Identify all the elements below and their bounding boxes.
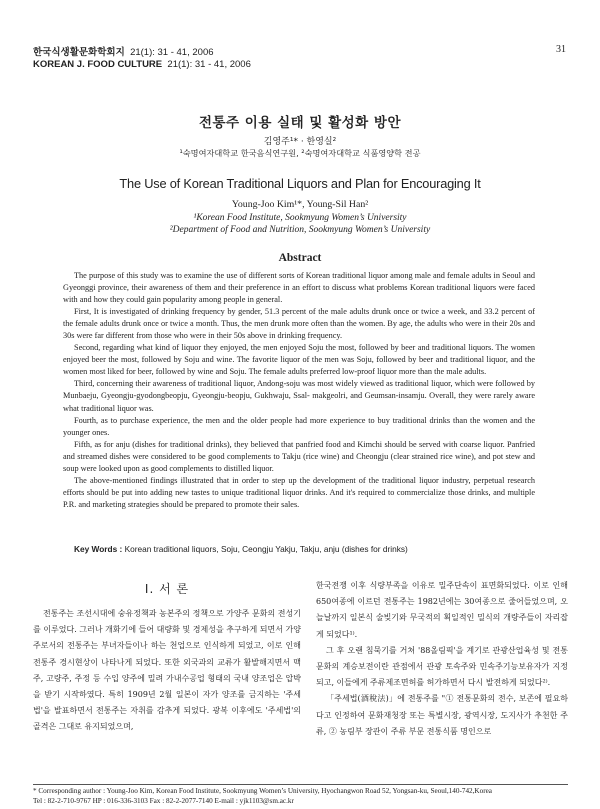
authors-korean: 김영주¹* · 한영실²: [263, 137, 337, 147]
footnote: [33, 786, 573, 806]
footnote-contact: Tel : 82-2-710-9767 HP : 016-336-3103 Fax : 82-2-2077-7140 E-mail : yjk1103@sm.ac.kr: [33, 797, 294, 805]
keywords-list: Korean traditional liquors, Soju, Ceongju Yakju, Takju, anju (dishes for drinks): [124, 544, 408, 554]
keywords: [74, 544, 408, 554]
authors-english: Young-Joo Kim¹*, Young-Sil Han²: [231, 199, 369, 210]
abstract-paragraph: Third, concerning their awareness of traditional liquor, Andong-soju was most widely viewed as traditional liquor, which were followed by Munbaeju, Gyeongju-gyodongbeopju, Gyeongju-beopju, Gukhwaju, Ssal- makgeolri, and Geumsan-insamju. Overall, they were rarely aware what traditional liquor was.: [63, 379, 535, 413]
abstract-paragraph: Fifth, as for anju (dishes for traditional drinks), they believed that panfried food and Kimchi should be served with coarse liquor. Panfried and streamed dishes were considered to be good complements to Takju (rice wine) and Cheongju (clear strained rice wine), and pot stew and soup were looked upon as good complements to distilled liquor.: [63, 439, 535, 473]
affiliation-korean: ¹숙명여자대학교 한국음식연구원, ²숙명여자대학교 식품영양학 전공: [179, 148, 421, 158]
body-paragraph: 전통주는 조선시대에 숭유정책과 농본주의 정책으로 가양주 문화의 전성기를 이루었다. 그러나 개화기에 들어 대량화 및 경제성을 추구하게 되면서 가양주로서의 전통주는 부녀자들이나 하는 천업으로 인식하게 되었고, 이로 인해 전통주 경시현상이 나타나게 되었다. 또한 외국과의 교류가 활발해지면서 맥주, 고량주, 주정 등 수입 양주에 밀려 가내수공업 형태의 국내 양조업은 압박을 받기 시작하였다. 특히 1909년 2월 일본이 자가 양조를 금지하는 '주세법'을 발표하면서 전통주는 자취를 감추게 되었다. 광복 이후에도 '주세법'의 골격은 그대로 유지되었으며,: [33, 609, 301, 732]
journal-header-korean: [33, 44, 214, 58]
section-title-introduction: I. 서 론: [144, 582, 190, 596]
abstract-paragraph: Fourth, as to purchase experience, the men and the older people had more experience to buy traditional drinks than the women and the younger ones.: [63, 415, 535, 437]
abstract-body: [63, 270, 535, 511]
journal-name-korean: 한국식생활문화학회지: [33, 47, 125, 58]
body-paragraph: 「주세법(酒稅法)」에 전통주를 "① 전통문화의 전수, 보존에 필요하다고 인정하여 문화재청장 또는 특별시장, 광역시장, 도지사가 추천한 주류, ② 농림부 장관이 주류 부문 전통식품 명인으로: [316, 694, 568, 736]
body-paragraph: 한국전쟁 이후 식량부족을 이유로 밀주단속이 표면화되었다. 이로 인해 650여종에 이르던 전통주는 1982년에는 30여종으로 줄어들었으며, 오늘날까지 일본식 술빚기와 무국적의 획일적인 밀식의 개량주들이 자리잡게 되었다¹⁾.: [316, 581, 568, 639]
abstract-paragraph: First, It is investigated of drinking frequency by gender, 51.3 percent of the male adults drunk once or twice a week, and 33.2 percent of the female adults drunk once or twice a month. Thus, the men drunk more often than the women. By age, the adults who were in their 20s and 30s were far different from those who were in their 50s above in drinking frequency.: [63, 307, 535, 341]
journal-issue-korean: 21(1): 31 - 41, 2006: [130, 47, 214, 58]
affiliation-english-1: ¹Korean Food Institute, Sookmyung Women’s University: [193, 213, 407, 223]
journal-issue-english: 21(1): 31 - 41, 2006: [167, 59, 251, 70]
paper-title-english: The Use of Korean Traditional Liquors and Plan for Encouraging It: [119, 176, 481, 191]
paper-title-korean: 전통주 이용 실태 및 활성화 방안: [198, 115, 402, 131]
abstract-heading: Abstract: [278, 252, 322, 264]
body-column-right: [316, 578, 568, 740]
journal-name-english: KOREAN J. FOOD CULTURE: [33, 59, 163, 70]
keywords-label: Key Words :: [74, 544, 123, 554]
footnote-divider: [33, 784, 568, 785]
body-paragraph: 그 후 오랜 침묵기를 거쳐 '88올림픽'을 계기로 관광산업육성 및 전통문화의 계승보전이란 관점에서 관광 토속주와 민속주기능보유자가 지정되고, 이들에게 주류제조면허를 허가하면서 다시 발전하게 되었다²⁾.: [316, 645, 568, 688]
body-column-left: [33, 606, 301, 736]
affiliation-english-2: ²Department of Food and Nutrition, Sookmyung Women’s University: [169, 225, 431, 235]
abstract-paragraph: The above-mentioned findings illustrated that in order to step up the development of the traditional liquor industry, perpetual research efforts should be put into adding new tastes to unique traditional liquor drinks. And it's required to commercialize those drinks, and multiple P.R. and marketing strategies should be prepared to promote their sales.: [63, 475, 535, 509]
journal-header-english: [33, 59, 251, 70]
abstract-paragraph: Second, regarding what kind of liquor they enjoyed, the men enjoyed Soju the most, followed by beer and traditional liquors. The women enjoyed beer the most, followed by Soju and wine. The favorite liquor of the men was Soju, followed by beer and traditional liquor, and the women most liked for beer, followed by wine and Soju. The female adults preferred low-proof liquor more than the male adults.: [63, 343, 535, 377]
abstract-paragraph: The purpose of this study was to examine the use of different sorts of Korean traditional liquor among male and female adults in Seoul and Gyeonggi province, their awareness of them and their preference in an effort to discuss what problems Korean traditional liquors were faced with and how they could gain popularity among people in general.: [63, 271, 535, 305]
page-number: 31: [556, 44, 566, 55]
footnote-corresponding-author: * Corresponding author : Young-Joo Kim, Korean Food Institute, Sookmyung Women’s University, Hyochangwon Road 52, Yongsan-ku, Seoul,140-742,Korea: [33, 787, 492, 795]
